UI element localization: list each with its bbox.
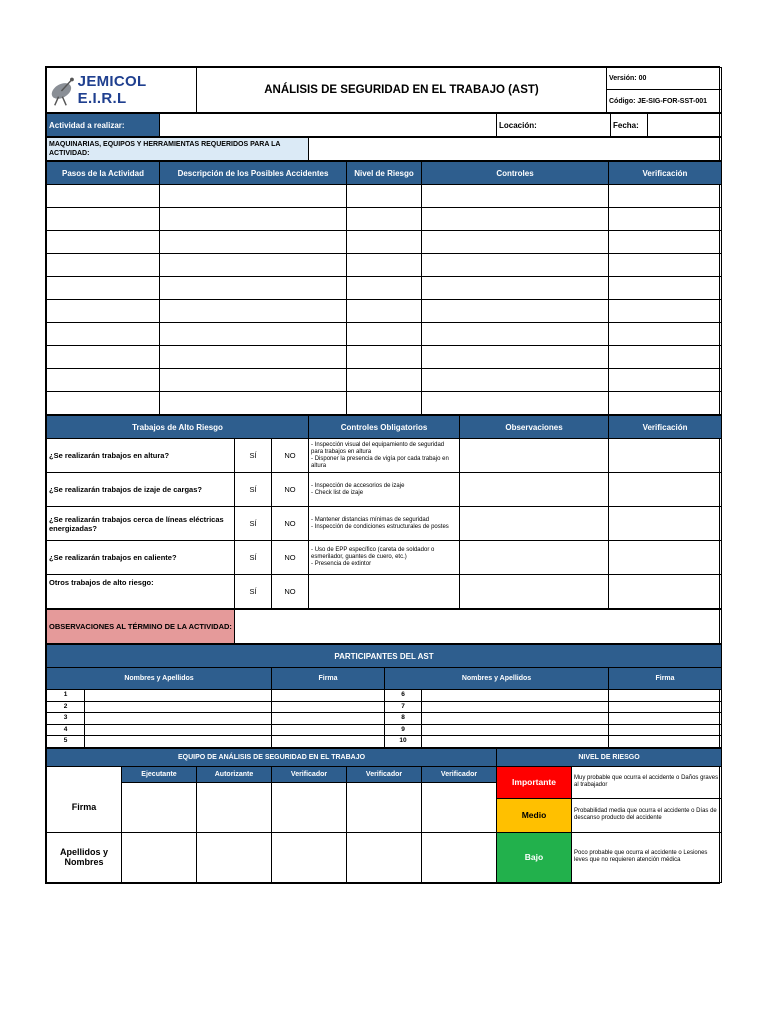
step-cell[interactable] [47,277,160,300]
step-row [47,323,722,346]
participant-number: 3 [47,713,85,725]
step-cell[interactable] [47,300,160,323]
step-cell[interactable] [347,323,422,346]
mandatory-controls: - Uso de EPP específico (careta de soldador o esmerilador, guantes de cuero, etc.) - Presencia de extintor [309,541,460,575]
participant-number: 1 [47,690,85,702]
step-cell[interactable] [609,369,722,392]
participant-name-field[interactable] [422,701,609,713]
high-risk-observation-field[interactable] [460,473,609,507]
step-cell[interactable] [347,185,422,208]
step-cell[interactable] [422,346,609,369]
yes-option[interactable]: SÍ [235,575,272,609]
yes-option[interactable]: SÍ [235,507,272,541]
participant-sign-field[interactable] [272,701,385,713]
steps-table [46,161,722,415]
participant-name-field[interactable] [85,724,272,736]
participant-sign-field[interactable] [272,690,385,702]
participant-sign-field[interactable] [272,736,385,748]
mandatory-controls: - Inspección visual del equipamiento de seguridad para trabajos en altura - Disponer la presencia de vigía por cada trabajo en altura [309,439,460,473]
participant-number: 9 [385,724,422,736]
high-risk-observation-field[interactable] [460,541,609,575]
risk-level-important-desc: Muy probable que ocurra el accidente o Daños graves al trabajador [572,766,722,798]
step-cell[interactable] [47,323,160,346]
company-logo [49,68,194,112]
step-cell[interactable] [609,346,722,369]
machinery-field[interactable] [309,138,722,161]
controls-header: Controles [422,162,609,185]
step-cell[interactable] [422,231,609,254]
step-cell[interactable] [609,323,722,346]
high-risk-row [47,439,722,473]
high-risk-question: ¿Se realizarán trabajos en caliente? [47,541,235,575]
participant-sign-field[interactable] [609,713,722,725]
risk-level-medium: Medio [497,798,572,832]
team-name-field[interactable] [347,832,422,882]
participant-number: 8 [385,713,422,725]
participant-number: 7 [385,701,422,713]
step-cell[interactable] [422,185,609,208]
participant-row [47,701,722,713]
no-option[interactable]: NO [272,507,309,541]
high-risk-verification-field[interactable] [609,439,722,473]
form-title: ANÁLISIS DE SEGURIDAD EN EL TRABAJO (AST) [197,68,607,113]
step-cell[interactable] [47,185,160,208]
mandatory-controls: - Mantener distancias mínimas de seguridad - Inspección de condiciones estructurales de postes [309,507,460,541]
high-risk-row [47,473,722,507]
step-cell[interactable] [160,300,347,323]
high-risk-question: ¿Se realizarán trabajos de izaje de cargas? [47,473,235,507]
step-cell[interactable] [609,277,722,300]
participant-row [47,724,722,736]
form-header [46,67,722,113]
risk-level-title: NIVEL DE RIESGO [497,748,722,766]
steps-body [47,185,722,415]
activity-row [46,113,722,137]
participant-name-field[interactable] [85,713,272,725]
logo-cell [47,68,197,113]
step-row [47,185,722,208]
risk-level-low-desc: Poco probable que ocurra el accidente o Lesiones leves que no requieren atención médica [572,832,722,882]
yes-option[interactable]: SÍ [235,439,272,473]
step-cell[interactable] [609,208,722,231]
no-option[interactable]: NO [272,541,309,575]
activity-label: Actividad a realizar: [47,114,160,137]
step-cell[interactable] [347,369,422,392]
yes-option[interactable]: SÍ [235,541,272,575]
code-label: Código: JE-SIG-FOR-SST-001 [607,90,722,113]
step-cell[interactable] [47,392,160,415]
step-cell[interactable] [47,346,160,369]
step-cell[interactable] [160,231,347,254]
step-cell[interactable] [422,369,609,392]
high-risk-row [47,507,722,541]
participants-title: PARTICIPANTES DEL AST [47,645,722,668]
participants-name-header-right: Nombres y Apellidos [385,668,609,690]
participants-name-header-left: Nombres y Apellidos [47,668,272,690]
hr-verification-header: Verificación [609,416,722,439]
participant-number: 2 [47,701,85,713]
participant-name-field[interactable] [422,690,609,702]
step-cell[interactable] [347,392,422,415]
step-row [47,346,722,369]
team-name-field[interactable] [272,832,347,882]
high-risk-table [46,415,722,609]
role-header: Autorizante [197,766,272,782]
activity-field[interactable] [160,114,497,137]
ast-form [45,66,720,884]
machinery-label: MAQUINARIAS, EQUIPOS Y HERRAMIENTAS REQUERIDOS PARA LA ACTIVIDAD: [47,138,309,161]
team-name-field[interactable] [197,832,272,882]
step-cell[interactable] [160,323,347,346]
team-title: EQUIPO DE ANÁLISIS DE SEGURIDAD EN EL TRABAJO [47,748,497,766]
step-cell[interactable] [160,185,347,208]
step-cell[interactable] [347,277,422,300]
step-cell[interactable] [160,277,347,300]
team-name-field[interactable] [422,832,497,882]
participants-body [47,690,722,748]
satellite-dish-icon [49,73,78,107]
step-row [47,300,722,323]
participant-name-field[interactable] [85,690,272,702]
step-row [47,277,722,300]
participant-name-field[interactable] [85,736,272,748]
mandatory-controls: - Inspección de accesorios de izaje - Check list de izaje [309,473,460,507]
observations-header: Observaciones [460,416,609,439]
team-sign-field[interactable] [122,782,197,832]
team-name-field[interactable] [122,832,197,882]
step-cell[interactable] [47,208,160,231]
step-row [47,369,722,392]
participants-sign-header-right: Firma [609,668,722,690]
step-cell[interactable] [160,369,347,392]
role-header: Verificador [347,766,422,782]
high-risk-verification-field[interactable] [609,507,722,541]
participant-name-field[interactable] [422,736,609,748]
high-risk-verification-field[interactable] [609,473,722,507]
step-cell[interactable] [47,254,160,277]
step-cell[interactable] [609,231,722,254]
step-cell[interactable] [47,369,160,392]
high-risk-question: ¿Se realizarán trabajos cerca de líneas eléctricas energizadas? [47,507,235,541]
step-row [47,254,722,277]
steps-header: Pasos de la Actividad [47,162,160,185]
mandatory-controls [309,575,460,609]
mandatory-controls-header: Controles Obligatorios [309,416,460,439]
high-risk-verification-field[interactable] [609,575,722,609]
participant-number: 5 [47,736,85,748]
team-sign-label: Firma [47,782,122,832]
participant-sign-field[interactable] [272,713,385,725]
step-cell[interactable] [347,346,422,369]
step-cell[interactable] [347,208,422,231]
participant-row [47,690,722,702]
participant-number: 6 [385,690,422,702]
company-name: JEMICOL E.I.R.L [77,73,147,107]
step-row [47,208,722,231]
participant-sign-field[interactable] [609,690,722,702]
date-label: Fecha: [611,114,648,137]
yes-option[interactable]: SÍ [235,473,272,507]
version-label: Versión: 00 [607,68,722,90]
observations-row [46,609,722,644]
step-cell[interactable] [422,392,609,415]
step-cell[interactable] [422,254,609,277]
step-row [47,392,722,415]
observations-label: OBSERVACIONES AL TÉRMINO DE LA ACTIVIDAD: [47,610,235,644]
team-risk-table [46,748,722,883]
no-option[interactable]: NO [272,439,309,473]
high-risk-observation-field[interactable] [460,507,609,541]
team-name-label: Apellidos y Nombres [47,832,122,882]
team-sign-field[interactable] [272,782,347,832]
machinery-row [46,137,722,161]
participant-number: 4 [47,724,85,736]
participant-row [47,713,722,725]
high-risk-verification-field[interactable] [609,541,722,575]
high-risk-question: Otros trabajos de alto riesgo: [47,575,235,609]
step-cell[interactable] [422,323,609,346]
step-cell[interactable] [422,208,609,231]
step-cell[interactable] [422,277,609,300]
step-cell[interactable] [47,231,160,254]
participant-number: 10 [385,736,422,748]
accidents-header: Descripción de los Posibles Accidentes [160,162,347,185]
step-cell[interactable] [347,254,422,277]
observations-field[interactable] [235,610,722,644]
high-risk-header-row [47,416,722,439]
step-cell[interactable] [160,208,347,231]
participant-name-field[interactable] [85,701,272,713]
steps-header-row [47,162,722,185]
high-risk-row [47,575,722,609]
risk-level-low: Bajo [497,832,572,882]
high-risk-observation-field[interactable] [460,575,609,609]
step-cell[interactable] [609,254,722,277]
role-header: Ejecutante [122,766,197,782]
participant-name-field[interactable] [422,713,609,725]
participant-sign-field[interactable] [609,724,722,736]
participant-row [47,736,722,748]
high-risk-body [47,439,722,609]
risk-header: Nivel de Riesgo [347,162,422,185]
role-header: Verificador [272,766,347,782]
high-risk-observation-field[interactable] [460,439,609,473]
date-field[interactable] [648,114,722,137]
no-option[interactable]: NO [272,473,309,507]
role-header: Verificador [422,766,497,782]
step-cell[interactable] [160,254,347,277]
step-cell[interactable] [422,300,609,323]
high-risk-question: ¿Se realizarán trabajos en altura? [47,439,235,473]
verification-header: Verificación [609,162,722,185]
step-cell[interactable] [160,346,347,369]
participants-table [46,644,722,748]
step-cell[interactable] [347,231,422,254]
risk-level-medium-desc: Probabilidad media que ocurra el accidente o Días de descanso producto del accidente [572,798,722,832]
team-sign-field[interactable] [197,782,272,832]
step-cell[interactable] [609,185,722,208]
step-row [47,231,722,254]
step-cell[interactable] [609,300,722,323]
step-cell[interactable] [160,392,347,415]
team-sign-field[interactable] [422,782,497,832]
team-corner [47,766,122,782]
participant-name-field[interactable] [422,724,609,736]
participants-sign-header-left: Firma [272,668,385,690]
participant-sign-field[interactable] [272,724,385,736]
high-risk-row [47,541,722,575]
step-cell[interactable] [347,300,422,323]
location-label: Locación: [497,114,611,137]
no-option[interactable]: NO [272,575,309,609]
team-sign-field[interactable] [347,782,422,832]
risk-level-important: Importante [497,766,572,798]
high-risk-header: Trabajos de Alto Riesgo [47,416,309,439]
step-cell[interactable] [609,392,722,415]
participant-sign-field[interactable] [609,736,722,748]
participant-sign-field[interactable] [609,701,722,713]
